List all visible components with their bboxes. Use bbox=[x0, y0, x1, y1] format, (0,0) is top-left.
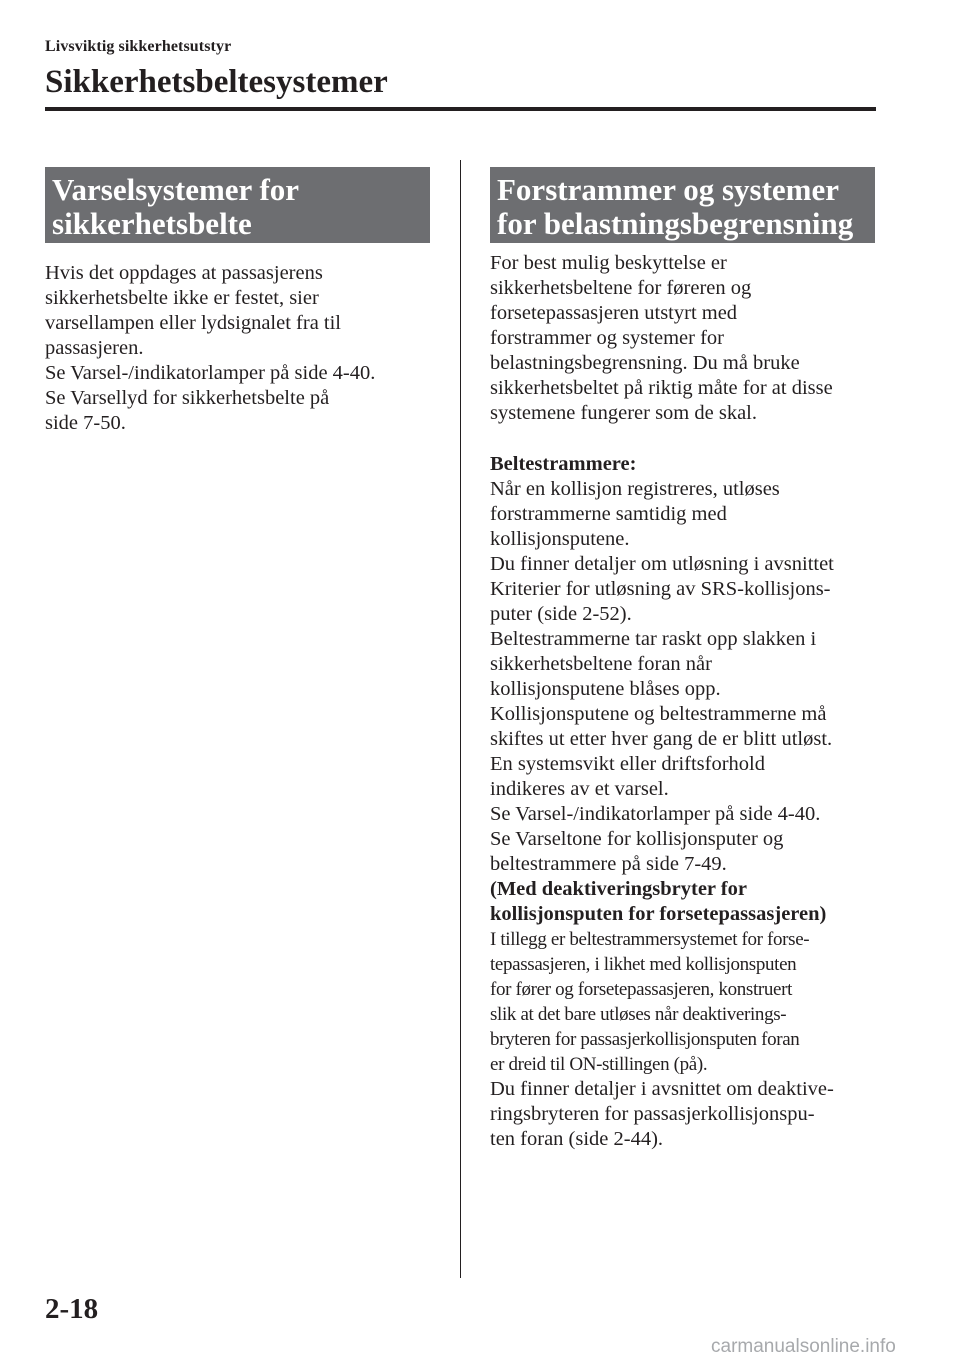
text-line: indikeres av et varsel. bbox=[490, 778, 669, 800]
text-line: Når en kollisjon registreres, utløses bbox=[490, 478, 780, 500]
text-line: forstrammer og systemer for bbox=[490, 327, 724, 349]
column-divider bbox=[460, 160, 461, 1278]
text-line: side 7-50. bbox=[45, 412, 126, 434]
text-line: Du finner detaljer om utløsning i avsnittet bbox=[490, 553, 834, 575]
text-line: er dreid til ON-stillingen (på). bbox=[490, 1054, 708, 1075]
section-header-line: for belastningsbegrensning bbox=[497, 206, 854, 241]
bold-note-line: kollisjonsputen for forsetepassasjeren) bbox=[490, 903, 827, 925]
text-line: For best mulig beskyttelse er bbox=[490, 252, 727, 274]
chapter-label: Livsviktig sikkerhetsutstyr bbox=[45, 38, 232, 55]
title-rule bbox=[45, 107, 876, 111]
text-line: beltestrammere på side 7-49. bbox=[490, 853, 727, 875]
text-line: Se Varsel-/indikatorlamper på side 4-40. bbox=[490, 803, 821, 825]
pretensioner-body bbox=[490, 452, 834, 1152]
section-header-warning-systems bbox=[45, 167, 430, 243]
text-line: sikkerhetsbelte ikke er festet, sier bbox=[45, 287, 319, 309]
pretensioner-intro bbox=[490, 251, 833, 426]
warning-systems-body bbox=[45, 261, 375, 436]
text-line: skiftes ut etter hver gang de er blitt utløst. bbox=[490, 728, 833, 750]
text-line: belastningsbegrensning. Du må bruke bbox=[490, 352, 800, 374]
text-line: Beltestrammerne tar raskt opp slakken i bbox=[490, 628, 817, 650]
page-number: 2-18 bbox=[45, 1293, 99, 1325]
text-line: passasjeren. bbox=[45, 337, 144, 359]
watermark: carmanualsonline.info bbox=[711, 1336, 896, 1357]
text-line: Du finner detaljer i avsnittet om deaktive- bbox=[490, 1078, 834, 1100]
text-line: kollisjonsputene blåses opp. bbox=[490, 678, 721, 700]
text-line: puter (side 2-52). bbox=[490, 603, 632, 625]
text-line: sikkerhetsbeltene foran når bbox=[490, 653, 712, 675]
text-line: sikkerhetsbeltene for føreren og bbox=[490, 277, 752, 299]
subheading-pretensioners: Beltestrammere: bbox=[490, 453, 637, 475]
section-header-line: Forstrammer og systemer bbox=[497, 172, 839, 207]
text-line: bryteren for passasjerkollisjonsputen foran bbox=[490, 1029, 800, 1050]
text-line: for fører og forsetepassasjeren, konstruert bbox=[490, 979, 793, 1000]
text-line: Kollisjonsputene og beltestrammerne må bbox=[490, 703, 827, 725]
bold-note-line: (Med deaktiveringsbryter for bbox=[490, 878, 747, 900]
text-line: kollisjonsputene. bbox=[490, 528, 630, 550]
section-header-pretensioner bbox=[490, 167, 875, 243]
text-line: slik at det bare utløses når deaktiverings- bbox=[490, 1004, 787, 1025]
page-title: Sikkerhetsbeltesystemer bbox=[45, 64, 388, 100]
text-line: tepassasjeren, i likhet med kollisjonsputen bbox=[490, 954, 797, 975]
text-line: Se Varsel-/indikatorlamper på side 4-40. bbox=[45, 362, 376, 384]
text-line: forstrammerne samtidig med bbox=[490, 503, 727, 525]
text-line: forsetepassasjeren utstyrt med bbox=[490, 302, 738, 324]
text-line: I tillegg er beltestrammersystemet for forse- bbox=[490, 929, 810, 950]
text-line: ten foran (side 2-44). bbox=[490, 1128, 664, 1150]
text-line: sikkerhetsbeltet på riktig måte for at disse bbox=[490, 377, 833, 399]
text-line: En systemsvikt eller driftsforhold bbox=[490, 753, 765, 775]
text-line: systemene fungerer som de skal. bbox=[490, 402, 757, 424]
text-line: ringsbryteren for passasjerkollisjonspu- bbox=[490, 1103, 815, 1125]
text-line: Se Varsellyd for sikkerhetsbelte på bbox=[45, 387, 330, 409]
text-line: Kriterier for utløsning av SRS-kollisjons- bbox=[490, 578, 831, 600]
section-header-line: Varselsystemer for bbox=[52, 172, 300, 207]
text-line: Hvis det oppdages at passasjerens bbox=[45, 262, 323, 284]
section-header-line: sikkerhetsbelte bbox=[52, 206, 252, 241]
text-line: varsellampen eller lydsignalet fra til bbox=[45, 312, 341, 334]
text-line: Se Varseltone for kollisjonsputer og bbox=[490, 828, 784, 850]
